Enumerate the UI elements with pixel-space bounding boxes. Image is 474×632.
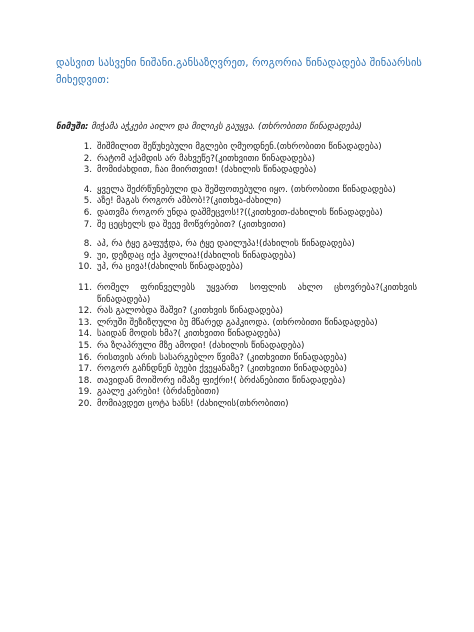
item-number: 16. bbox=[78, 352, 92, 363]
list-item bbox=[77, 262, 417, 274]
item-number: 14. bbox=[78, 329, 92, 340]
item-text: აზე! მაგას როგორ ამბობ!?(კითხვა-ძახილი) bbox=[97, 196, 282, 207]
item-text: ყველა შეძრწუნებული და შეშფოთებული იყო. (თხრობითი წინადადება) bbox=[97, 184, 396, 195]
item-text: რატომ აქამდის არ მახვეწე?(კითხვითი წინადადება) bbox=[97, 153, 316, 164]
list-item bbox=[77, 220, 417, 232]
item-text: შე ცეცხელს და შეეე მოწვრებით? (კითხვითი) bbox=[97, 219, 286, 230]
item-text: აჰ, რა ტყე გაფუჭდა, რა ტყე დაილუპა!(ძახილის წინადადება) bbox=[97, 239, 355, 250]
item-number: 11. bbox=[78, 282, 92, 293]
list-item bbox=[77, 364, 417, 376]
list-item bbox=[77, 196, 417, 208]
list-item bbox=[77, 387, 417, 399]
list-item bbox=[77, 165, 417, 177]
list-item bbox=[77, 208, 417, 220]
item-number: 7. bbox=[83, 219, 92, 230]
example-text: მიჭამა აჭკები აილო და მილიკს გაუყვა. (თხრობითი წინადადება) bbox=[88, 122, 362, 132]
list-item bbox=[77, 142, 417, 154]
item-number: 18. bbox=[78, 375, 92, 386]
item-number: 17. bbox=[78, 364, 92, 375]
item-number: 10. bbox=[78, 262, 92, 273]
item-number: 6. bbox=[83, 207, 92, 218]
item-text: მომიძახდით, ჩაი მიირთვით! (ძახილის წინადადება) bbox=[97, 165, 317, 176]
example-line bbox=[56, 121, 436, 133]
item-number: 4. bbox=[83, 184, 92, 195]
item-text: მომიავდეთ ცოტა ხანს! (ძახილის(თხრობითი) bbox=[97, 398, 289, 409]
list-item bbox=[77, 341, 417, 353]
item-text: გაალე კარები! (ბრძანებითი) bbox=[97, 387, 220, 398]
item-number: 13. bbox=[78, 317, 92, 328]
item-text: რომელ ფრინველებს უყვართ სოფლის ახლო ცხოვრება?(კითხვის წინადადება) bbox=[97, 282, 417, 305]
item-text: ლრუში შეზიზღული ბუ მწარედ გაჰკიოდა. (თხრობითი წინადადება) bbox=[97, 317, 378, 328]
item-text: შიშმილით შეწუხებული მგლები ღმუოდნენ.(თხრობითი წინადადება) bbox=[97, 142, 382, 152]
item-number: 15. bbox=[78, 340, 92, 351]
list-item bbox=[77, 376, 417, 388]
item-text: დათვმა როგორ უნდა დაშმეცვოს!?((კითხვით-ძახილის წინადადება) bbox=[97, 207, 383, 218]
item-number: 19. bbox=[78, 387, 92, 398]
item-number: 20. bbox=[78, 398, 92, 409]
item-text: რისთვის არის სასარგებლო წვიმა? (კითხვითი წინადადება) bbox=[97, 352, 347, 363]
item-number: 8. bbox=[83, 239, 92, 250]
item-number: 9. bbox=[83, 250, 92, 261]
item-number: 1. bbox=[83, 142, 92, 152]
item-text: როგორ გაჩნდნენ ბუები ქვეყანაზე? (კითხვითი წინადადება) bbox=[97, 364, 347, 375]
item-number: 2. bbox=[83, 153, 92, 164]
item-text: რას გალობდა შაშვი? (კითხვის წინადადება) bbox=[97, 306, 284, 317]
list-item bbox=[77, 399, 417, 411]
list-item bbox=[77, 329, 417, 341]
item-number: 3. bbox=[83, 165, 92, 176]
item-text: უი, დეზდაც იქა ჰყოლია!(ძახილის წინადადება) bbox=[97, 250, 296, 261]
item-text: რა ზღაპრული მზე ამოდი! (ძახილის წინადადება) bbox=[97, 340, 305, 351]
list-item bbox=[77, 283, 417, 306]
item-text: თავიდან მოიშორე იმაზე ფიქრი!( ბრძანებითი წინადადება) bbox=[97, 375, 346, 386]
list-item bbox=[77, 306, 417, 318]
item-text: უჰ, რა ცივა!(ძახილის წინადადება) bbox=[97, 262, 244, 273]
list-item bbox=[77, 353, 417, 365]
list-item bbox=[77, 154, 417, 166]
list-item bbox=[77, 185, 417, 197]
item-number: 12. bbox=[78, 306, 92, 317]
item-number: 5. bbox=[83, 196, 92, 207]
task-instruction: დასვით სასვენი ნიშანი.განსაზღვრეთ, როგორია წინადადება შინაარსის მიხედვით: bbox=[56, 57, 422, 86]
sentence-list bbox=[77, 137, 417, 410]
list-item bbox=[77, 239, 417, 251]
item-text: საიდან მოდის ხმა?( კითხვითი წინადადება) bbox=[97, 329, 281, 340]
example-label: ნიმუში: bbox=[56, 122, 89, 132]
list-item bbox=[77, 251, 417, 263]
list-item bbox=[77, 318, 417, 330]
